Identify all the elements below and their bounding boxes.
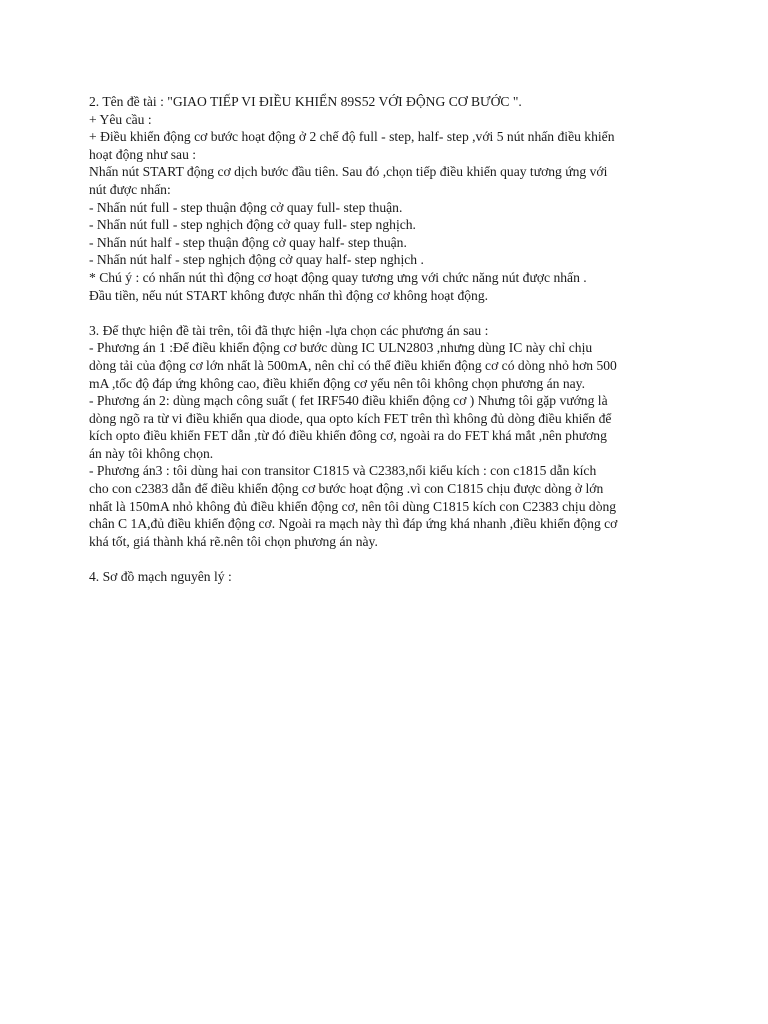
options-heading: 3. Để thực hiện đề tài trên, tôi đã thực hiện -lựa chọn các phương án sau :	[89, 322, 489, 338]
option-line: án này tôi không chọn.	[89, 445, 214, 461]
option-line: dòng ngõ ra từ vi điều khiển qua diode, qua opto kích FET trên thì không đủ dòng điều khiển để	[89, 410, 612, 426]
option-line: cho con c2383 dẫn để điều khiển động cơ bước hoạt động .vì con C1815 chịu được dòng ở lớn	[89, 481, 604, 497]
option-line: - Phương án3 : tôi dùng hai con transitor C1815 và C2383,nối kiểu kích : con c1815 dẫn kích	[89, 463, 597, 479]
requirement-line: nút được nhấn:	[89, 181, 171, 197]
option-line: chân C 1A,đủ điều khiển động cơ. Ngoài ra mạch này thì đáp ứng khá nhanh ,điều khiển động cơ	[89, 516, 618, 532]
button-behavior-line: - Nhấn nút full - step nghịch động cở quay full- step nghịch.	[89, 217, 416, 233]
requirement-line: hoạt động như sau :	[89, 146, 197, 162]
option-line: mA ,tốc độ đáp ứng không cao, điều khiển động cơ yếu nên tôi không chọn phương án nay.	[89, 375, 585, 391]
button-behavior-line: - Nhấn nút half - step nghịch động cở quay half- step nghịch .	[89, 252, 424, 268]
schematic-heading: 4. Sơ đồ mạch nguyên lý :	[89, 569, 232, 585]
option-line: nhất là 150mA nhỏ không đủ điều khiển động cơ, nên tôi dùng C1815 kích con C2383 chịu dòng	[89, 498, 617, 514]
paragraph-gap	[89, 304, 729, 322]
note-line: Đầu tiền, nếu nút START không được nhấn thì động cơ không hoạt động.	[89, 287, 489, 303]
option-line: khá tốt, giá thành khá rẽ.nên tôi chọn phương án này.	[89, 533, 378, 549]
paragraph-gap	[89, 550, 729, 568]
section-schematic	[89, 568, 729, 586]
option-line: - Phương án 1 :Để điều khiển động cơ bước dùng IC ULN2803 ,nhưng dùng IC này chỉ chịu	[89, 340, 593, 356]
document-body	[89, 93, 729, 586]
button-behavior-line: - Nhấn nút half - step thuận động cở quay half- step thuận.	[89, 234, 407, 250]
option-line: - Phương án 2: dùng mạch công suất ( fet IRF540 điều khiển động cơ ) Nhưng tôi gặp vướng là	[89, 393, 608, 409]
requirement-line: Nhấn nút START động cơ dịch bước đầu tiên. Sau đó ,chọn tiếp điều khiển quay tương ứng với	[89, 164, 608, 180]
requirement-line: + Điều khiển động cơ bước hoạt động ở 2 chế độ full - step, half- step ,với 5 nút nhấn điều khiển	[89, 129, 615, 145]
option-line: kích opto điều khiển FET dẫn ,từ đó điều khiển đông cơ, ngoài ra do FET khá mắt ,nên phương	[89, 428, 607, 444]
requirements-label: + Yêu cầu :	[89, 111, 152, 127]
button-behavior-line: - Nhấn nút full - step thuận động cở quay full- step thuận.	[89, 199, 403, 215]
topic-title-line: 2. Tên đề tài : "GIAO TIẾP VI ĐIỀU KHIỂN 89S52 VỚI ĐỘNG CƠ BƯỚC ".	[89, 94, 522, 109]
option-line: dòng tải của động cơ lớn nhất là 500mA, nên chỉ có thể điều khiển động cơ có dòng nhỏ hơn 500	[89, 357, 617, 373]
section-options	[89, 322, 729, 551]
note-line: * Chú ý : có nhấn nút thì động cơ hoạt động quay tương ưng với chức năng nút được nhấn .	[89, 269, 587, 285]
section-topic	[89, 93, 729, 304]
